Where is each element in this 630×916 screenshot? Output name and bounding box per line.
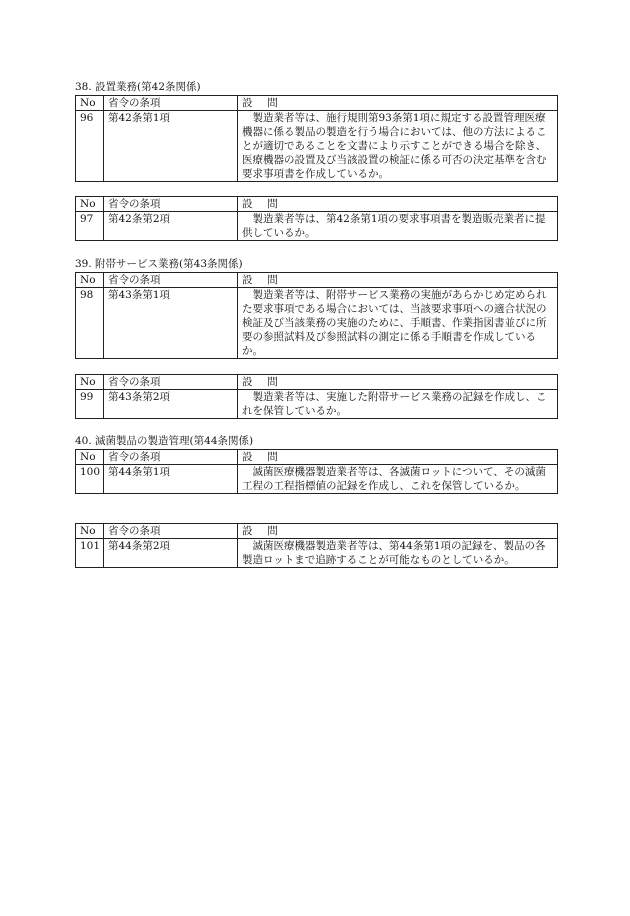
table-header-row: [76, 524, 558, 539]
table-header-row: [76, 96, 558, 111]
header-no: No: [76, 197, 104, 212]
table-header-row: [76, 273, 558, 288]
header-question: 設 問: [238, 273, 558, 288]
row-article: 第42条第2項: [104, 212, 238, 241]
row-question: 製造業者等は、実施した附帯サービス業務の記録を作成し、これを保管しているか。: [238, 390, 558, 419]
row-question: 製造業者等は、施行規則第93条第1項に規定する設置管理医療機器に係る製品の製造を行う場合においては、他の方法によることが適切であることを文書により示すことができる場合を除き、医療機器の設置及び当該設置の検証に係る可否の決定基準を含む要求事項書を作成しているか。: [238, 111, 558, 182]
section-40-title: 40. 滅菌製品の製造管理(第44条関係): [75, 435, 254, 447]
question-table-100: [75, 449, 558, 494]
header-article: 省令の条項: [104, 273, 238, 288]
row-no: 96: [76, 111, 104, 182]
row-article: 第44条第1項: [104, 465, 238, 494]
row-no: 97: [76, 212, 104, 241]
section-38-title: 38. 設置業務(第42条関係): [75, 81, 201, 93]
row-article: 第43条第1項: [104, 288, 238, 359]
question-table-98: [75, 272, 558, 359]
row-article: 第42条第1項: [104, 111, 238, 182]
header-no: No: [76, 375, 104, 390]
header-article: 省令の条項: [104, 524, 238, 539]
table-header-row: [76, 197, 558, 212]
row-no: 99: [76, 390, 104, 419]
header-article: 省令の条項: [104, 197, 238, 212]
header-no: No: [76, 273, 104, 288]
table-row: [76, 288, 558, 359]
header-no: No: [76, 96, 104, 111]
row-question: 製造業者等は、第42条第1項の要求事項書を製造販売業者に提供しているか。: [238, 212, 558, 241]
row-question: 滅菌医療機器製造業者等は、各滅菌ロットについて、その滅菌工程の工程指標値の記録を作成し、これを保管しているか。: [238, 465, 558, 494]
row-no: 98: [76, 288, 104, 359]
header-question: 設 問: [238, 96, 558, 111]
header-question: 設 問: [238, 450, 558, 465]
header-no: No: [76, 524, 104, 539]
table-header-row: [76, 375, 558, 390]
header-question: 設 問: [238, 375, 558, 390]
question-table-99: [75, 374, 558, 419]
row-article: 第44条第2項: [104, 539, 238, 568]
header-article: 省令の条項: [104, 375, 238, 390]
row-no: 101: [76, 539, 104, 568]
header-article: 省令の条項: [104, 450, 238, 465]
table-row: [76, 212, 558, 241]
header-question: 設 問: [238, 197, 558, 212]
row-no: 100: [76, 465, 104, 494]
row-article: 第43条第2項: [104, 390, 238, 419]
header-article: 省令の条項: [104, 96, 238, 111]
table-header-row: [76, 450, 558, 465]
table-row: [76, 539, 558, 568]
section-39-title: 39. 附帯サービス業務(第43条関係): [75, 258, 243, 270]
table-row: [76, 390, 558, 419]
header-no: No: [76, 450, 104, 465]
question-table-96: [75, 95, 558, 182]
header-question: 設 問: [238, 524, 558, 539]
row-question: 製造業者等は、附帯サービス業務の実施があらかじめ定められた要求事項である場合においては、当該要求事項への適合状況の検証及び当該業務の実施のために、手順書、作業指図書並びに所要の参照試料及び参照試料の測定に係る手順書を作成しているか。: [238, 288, 558, 359]
question-table-101: [75, 523, 558, 568]
table-row: [76, 111, 558, 182]
row-question: 滅菌医療機器製造業者等は、第44条第1項の記録を、製品の各製造ロットまで追跡することが可能なものとしているか。: [238, 539, 558, 568]
question-table-97: [75, 196, 558, 241]
table-row: [76, 465, 558, 494]
